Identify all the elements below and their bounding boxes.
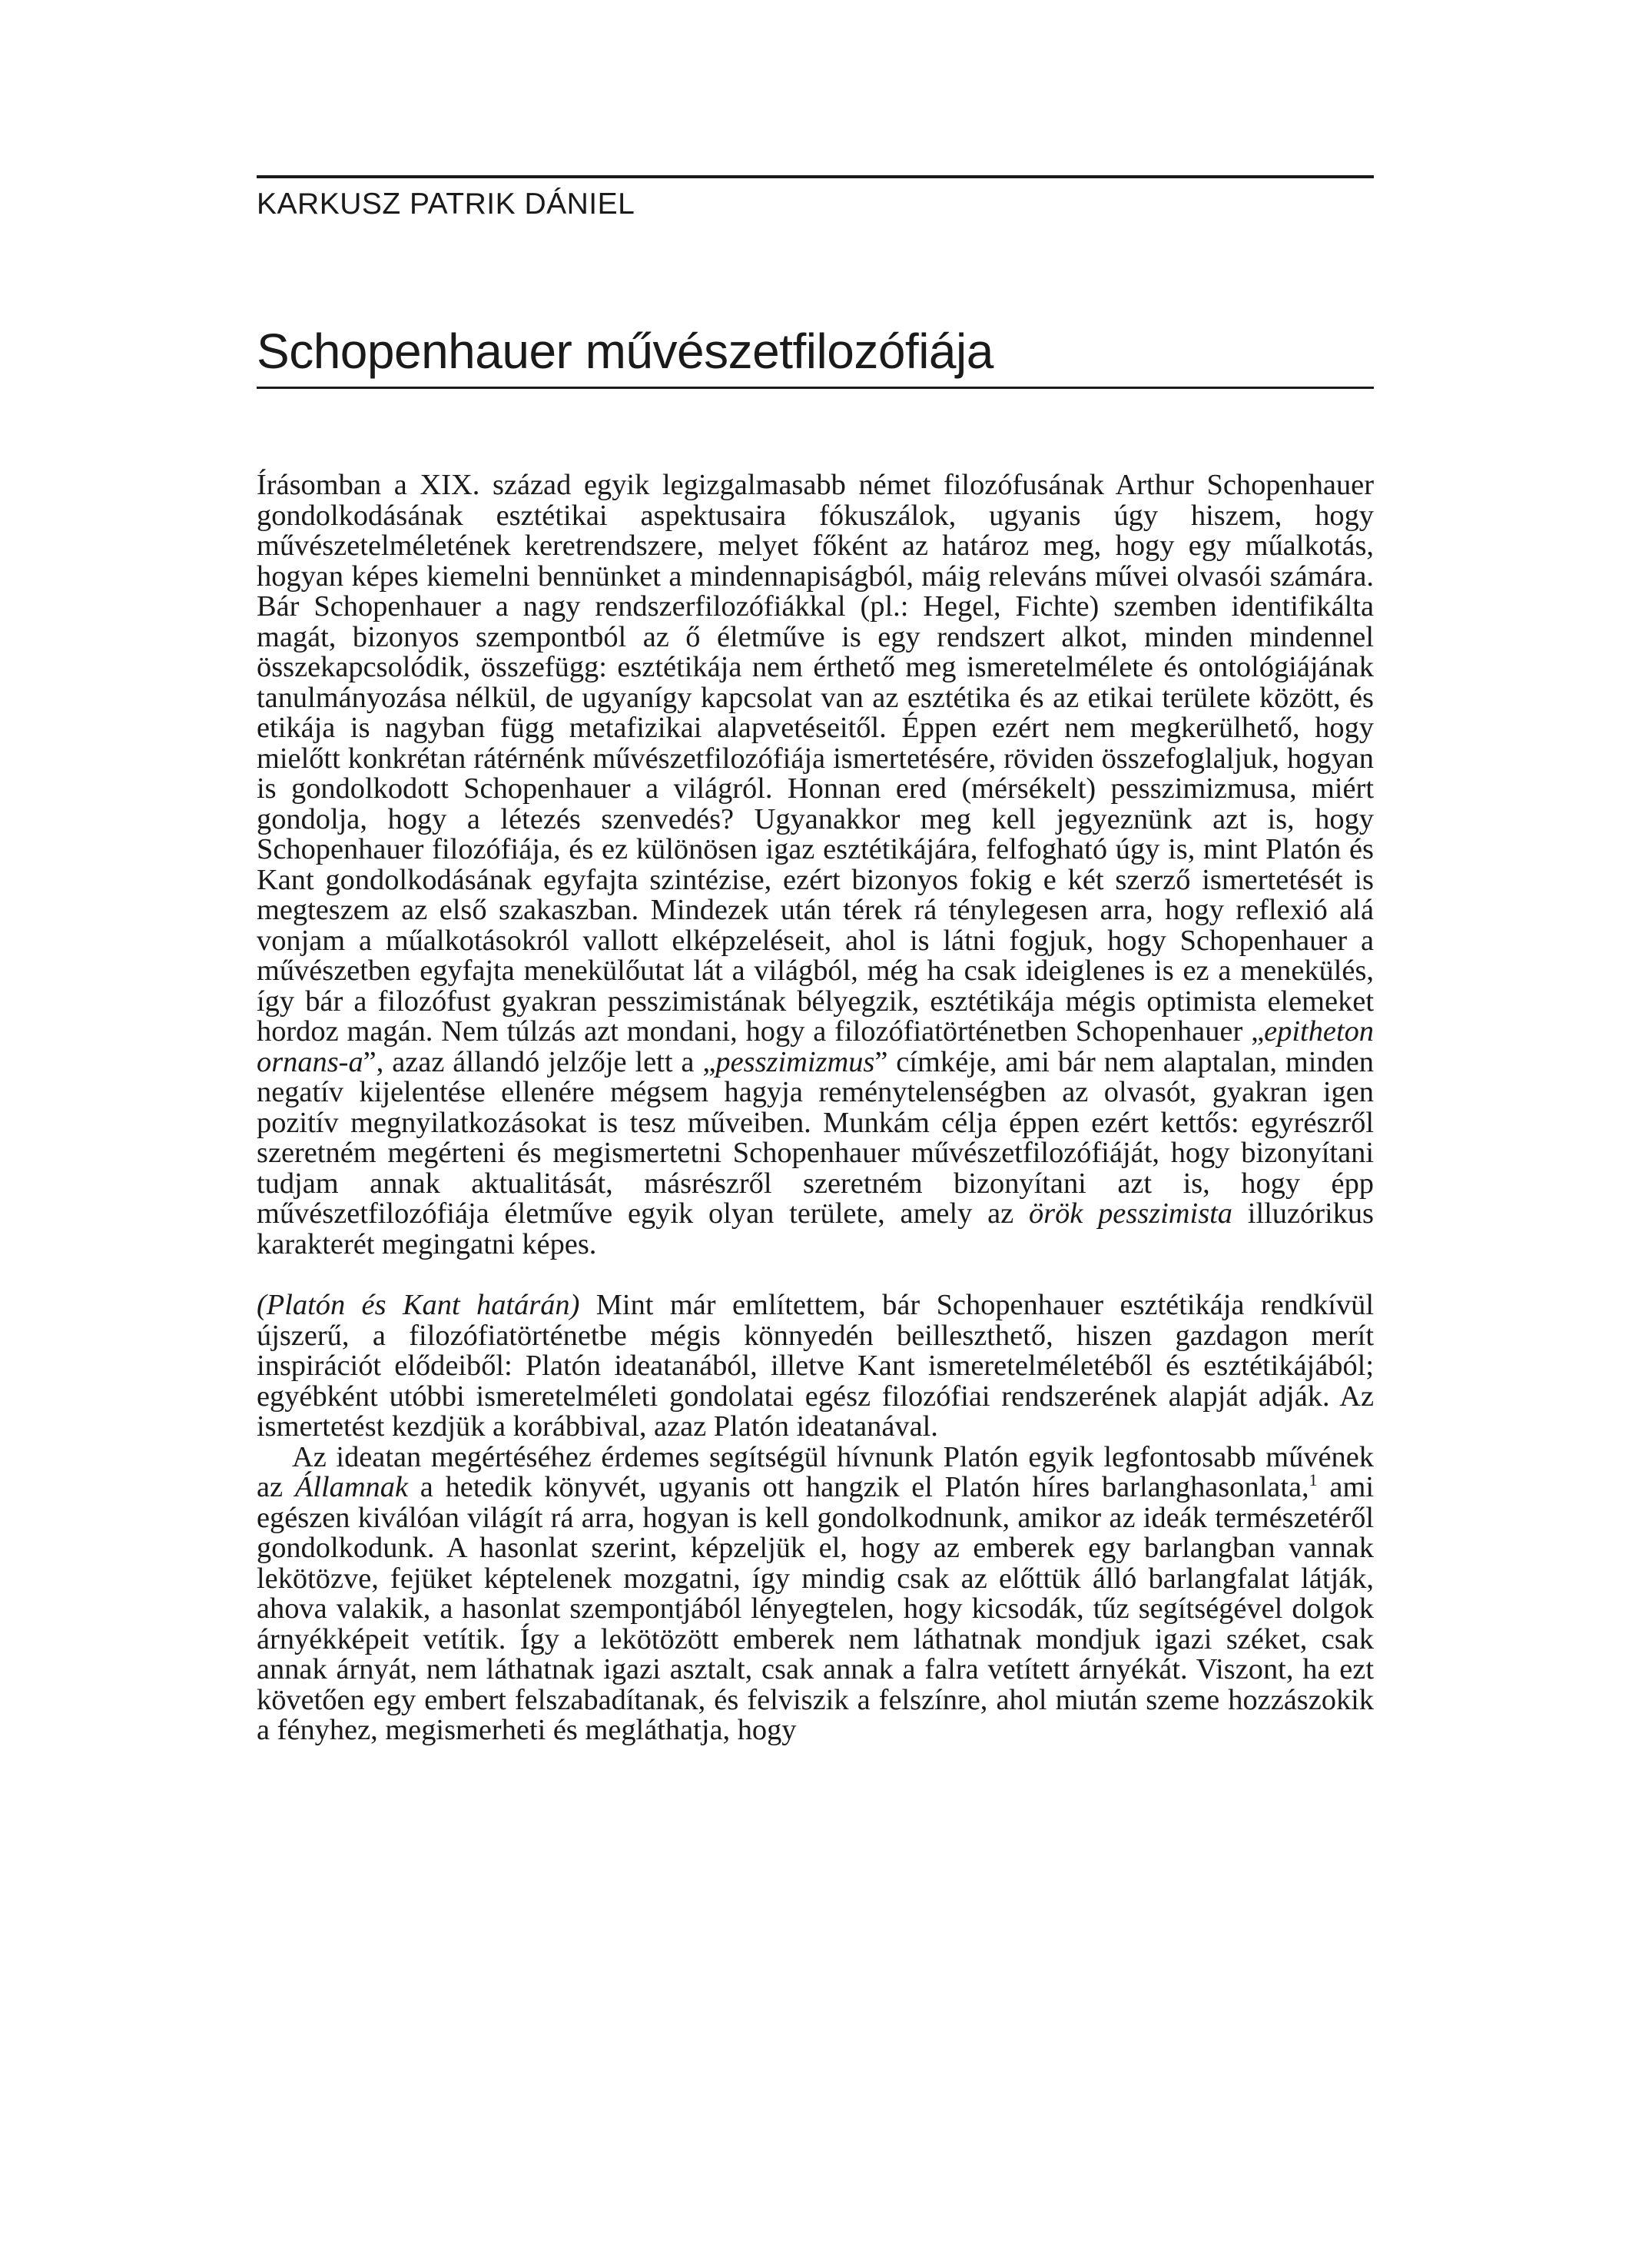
paragraph-text: a hetedik könyvét, ugyanis ott hangzik el Platón híres barlanghasonlata, bbox=[408, 1471, 1309, 1503]
paragraph-text: ami egészen kiválóan világít rá arra, hogyan is kell gondolkodnunk, amikor az ideák természetéről gondolkodunk. A hasonlat szerint, képzeljük el, hogy az emberek egy barlangban vannak lekötözve, fejüket képtelenek mozgatni, így mindig csak az előttük álló barlangfalat látják, ahova valakik, a hasonlat szempontjából lényegtelen, hogy kicsodák, tűz segítségével dolgok árnyékképeit vetítik. Így a lekötözött emberek nem láthatnak mondjuk igazi széket, csak annak árnyát, nem láthatnak igazi asztalt, csak annak a falra vetített árnyékát. Viszont, ha ezt követően egy embert felszabadítanak, és felviszik a felszínre, ahol miután szeme hozzászokik a fényhez, megismerheti és megláthatja, hogy bbox=[257, 1471, 1374, 1746]
italic-term: epitheton ornans-a bbox=[257, 1015, 1374, 1078]
paragraph-plato-kant bbox=[257, 1290, 1374, 1443]
article-title: Schopenhauer művészetfilozófiája bbox=[257, 324, 993, 379]
paragraph-text: Az ideatan megértéséhez érdemes segítségül hívnunk Platón egyik legfontosabb művének az bbox=[257, 1440, 1374, 1503]
italic-term: Államnak bbox=[294, 1471, 408, 1503]
section-heading-inline: (Platón és Kant határán) bbox=[257, 1289, 580, 1321]
footnote-marker[interactable]: 1 bbox=[1309, 1470, 1318, 1490]
header-top-rule bbox=[257, 175, 1374, 178]
paragraph-text: ”, azaz állandó jelzője lett a „ bbox=[363, 1045, 716, 1078]
paragraph-text: Mint már említettem, bár Schopenhauer esztétikája rendkívül újszerű, a filozófiatörténetbe mégis könnyedén beilleszthető, hiszen gazdagon merít inspirációt elődeiből: Platón ideatanából, illetve Kant ismeretelméletéből és esztétikájából; egyébként utóbbi ismeretelméleti gondolatai egész filozófiai rendszerének alapját adják. Az ismertetést kezdjük a korábbival, azaz Platón ideatanával. bbox=[257, 1289, 1374, 1443]
paragraph-text: illuzórikus karakterét megingatni képes. bbox=[257, 1197, 1374, 1260]
title-underline-rule bbox=[257, 387, 1374, 389]
paragraph-text: Írásomban a XIX. század egyik legizgalmasabb német filozófusának Arthur Schopenhauer gondolkodásának esztétikai aspektusaira fókuszálok, ugyanis úgy hiszem, hogy művészetelméletének keretrendszere, melyet főként az határoz meg, hogy egy műalkotás, hogyan képes kiemelni bennünket a mindennapiságból, máig releváns művei olvasói számára. Bár Schopenhauer a nagy rendszerfilozófiákkal (pl.: Hegel, Fichte) szemben identifikálta magát, bizonyos szempontból az ő életműve is egy rendszert alkot, minden mindennel összekapcsolódik, összefügg: esztétikája nem érthető meg ismeretelmélete és ontológiájának tanulmányozása nélkül, de ugyanígy kapcsolat van az esztétika és az etikai területe között, és etikája is nagyban függ metafizikai alapvetéseitől. Éppen ezért nem megkerülhető, hogy mielőtt konkrétan rátérnénk művészetfilozófiája ismertetésére, röviden összefoglaljuk, hogyan is gondolkodott Schopenhauer a világról. Honnan ered (mérsékelt) pesszimizmusa, miért gondolja, hogy a létezés szenvedés? Ugyanakkor meg kell jegyeznünk azt is, hogy Schopenhauer filozófiája, és ez különösen igaz esztétikájára, felfogható úgy is, mint Platón és Kant gondolkodásának egyfajta szintézise, ezért bizonyos fokig e két szerző ismertetését is megteszem az első szakaszban. Mindezek után térek rá ténylegesen arra, hogy reflexió alá vonjam a műalkotásokról vallott elképzeléseit, ahol is látni fogjuk, hogy Schopenhauer a művészetben egyfajta menekülőutat lát a világból, még ha csak ideiglenes is ez a menekülés, így bár a filozófust gyakran pesszimistának bélyegzik, esztétikája mégis optimista elemeket hordoz magán. Nem túlzás azt mondani, hogy a filozófiatörténetben Schopenhauer „ bbox=[257, 469, 1374, 1048]
italic-term: örök pesszimista bbox=[1028, 1197, 1233, 1230]
paragraph-text: ” címkéje, ami bár nem alaptalan, minden negatív kijelentése ellenére mégsem hagyja reménytelenségben az olvasót, gyakran igen pozitív megnyilatkozásokat is tesz műveiben. Munkám célja éppen ezért kettős: egyrészről szeretném megérteni és megismertetni Schopenhauer művészetfilozófiáját, hogy bizonyítani tudjam annak aktualitását, másrészről szeretném bizonyítani azt is, hogy épp művészetfilozófiája életműve egyik olyan területe, amely az bbox=[257, 1045, 1375, 1230]
paragraph-intro bbox=[257, 470, 1374, 1260]
paragraph-ideatan bbox=[257, 1440, 1374, 1746]
article-body bbox=[257, 470, 1374, 1746]
author-name: KARKUSZ PATRIK DÁNIEL bbox=[257, 188, 635, 221]
italic-term: pesszimizmus bbox=[715, 1045, 875, 1078]
